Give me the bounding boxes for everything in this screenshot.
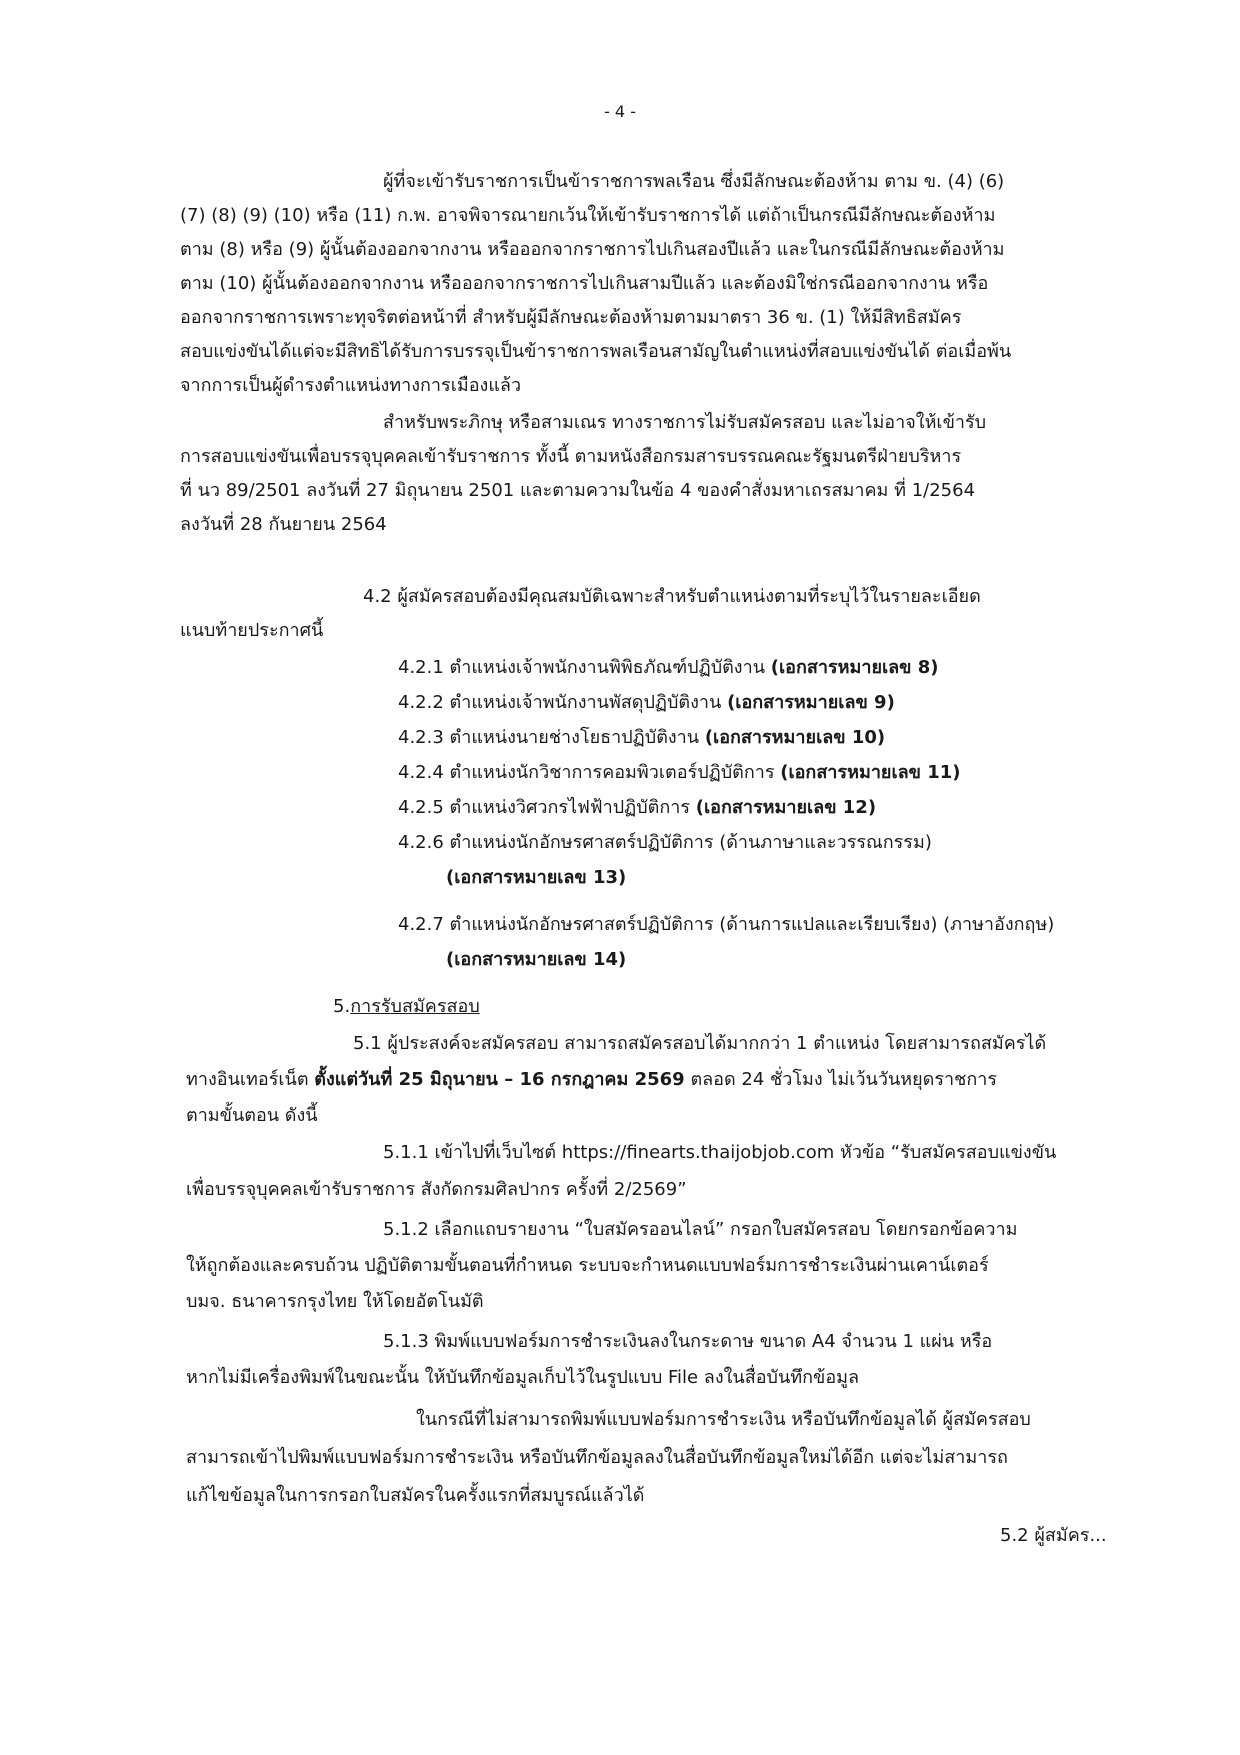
para1-line-5: ออกจากราชการเพราะทุจริตต่อหน้าที่ สำหรับผู้มีลักษณะต้องห้ามตามมาตรา 36 ข. (1) ให้มีสิทธิสมัคร <box>180 307 962 328</box>
case-line-3: แก้ไขข้อมูลในการกรอกใบสมัครในครั้งแรกที่สมบูรณ์แล้วได้ <box>186 1485 645 1506</box>
para2-line-1: สำหรับพระภิกษุ หรือสามเณร ทางราชการไม่รับสมัครสอบ และไม่อาจให้เข้ารับ <box>383 412 987 433</box>
position-item <box>398 726 885 750</box>
sec51-line-2 <box>186 1068 997 1092</box>
para1-line-2: (7) (8) (9) (10) หรือ (11) ก.พ. อาจพิจารณายกเว้นให้เข้ารับราชการได้ แต่ถ้าเป็นกรณีมีลักษณะต้องห้าม <box>180 205 996 226</box>
sec512-line-1: 5.1.2 เลือกแถบรายงาน “ใบสมัครออนไลน์” กรอกใบสมัครสอบ โดยกรอกข้อความ <box>383 1219 1018 1240</box>
position-title: 4.2.7 ตำแหน่งนักอักษรศาสตร์ปฏิบัติการ (ด้านการแปลและเรียบเรียง) (ภาษาอังกฤษ) <box>398 914 1055 935</box>
case-line-1: ในกรณีที่ไม่สามารถพิมพ์แบบฟอร์มการชำระเงิน หรือบันทึกข้อมูลได้ ผู้สมัครสอบ <box>416 1409 1031 1430</box>
para2-line-4: ลงวันที่ 28 กันยายน 2564 <box>180 514 387 535</box>
sec51-line-2a: ทางอินเทอร์เน็ต <box>186 1069 309 1090</box>
position-title: 4.2.2 ตำแหน่งเจ้าพนักงานพัสดุปฏิบัติงาน <box>398 692 722 713</box>
position-doc-ref: (เอกสารหมายเลข 9) <box>727 692 895 713</box>
position-doc-ref: (เอกสารหมายเลข 11) <box>780 762 961 783</box>
position-title: 4.2.1 ตำแหน่งเจ้าพนักงานพิพิธภัณฑ์ปฏิบัติงาน <box>398 657 766 678</box>
section-title: การรับสมัครสอบ <box>350 996 480 1017</box>
position-item <box>398 796 876 820</box>
page-number: - 4 - <box>603 102 637 121</box>
position-doc-ref: (เอกสารหมายเลข 8) <box>770 657 939 678</box>
sec42-line-2: แนบท้ายประกาศนี้ <box>180 620 324 641</box>
sec513-line-1: 5.1.3 พิมพ์แบบฟอร์มการชำระเงินลงในกระดาษ ขนาด A4 จำนวน 1 แผ่น หรือ <box>383 1331 993 1352</box>
continuation-marker: 5.2 ผู้สมัคร... <box>1000 1525 1107 1546</box>
sec51-line-1: 5.1 ผู้ประสงค์จะสมัครสอบ สามารถสมัครสอบได้มากกว่า 1 ตำแหน่ง โดยสามารถสมัครได้ <box>353 1033 1047 1054</box>
sec42-line-1: 4.2 ผู้สมัครสอบต้องมีคุณสมบัติเฉพาะสำหรับตำแหน่งตามที่ระบุไว้ในรายละเอียด <box>363 586 981 607</box>
para2-line-2: การสอบแข่งขันเพื่อบรรจุบุคคลเข้ารับราชการ ทั้งนี้ ตามหนังสือกรมสารบรรณคณะรัฐมนตรีฝ่ายบริหาร <box>180 446 962 467</box>
position-doc-ref: (เอกสารหมายเลข 10) <box>704 727 886 748</box>
para1-line-6: สอบแข่งขันได้แต่จะมีสิทธิได้รับการบรรจุเป็นข้าราชการพลเรือนสามัญในตำแหน่งที่สอบแข่งขันได้ ต่อเมื่อพ้น <box>180 341 1012 362</box>
position-item <box>398 691 895 715</box>
position-doc-ref: (เอกสารหมายเลข 12) <box>695 797 877 818</box>
application-period: ตั้งแต่วันที่ 25 มิถุนายน – 16 กรกฎาคม 2569 <box>314 1069 685 1090</box>
position-item <box>398 761 961 785</box>
position-title: 4.2.4 ตำแหน่งนักวิชาการคอมพิวเตอร์ปฏิบัติการ <box>398 762 775 783</box>
para2-line-3: ที่ นว 89/2501 ลงวันที่ 27 มิถุนายน 2501 และตามความในข้อ 4 ของคำสั่งมหาเถรสมาคม ที่ 1/2564 <box>180 480 976 501</box>
position-item <box>398 913 1054 937</box>
section-heading <box>333 995 480 1019</box>
sec51-line-3: ตามขั้นตอน ดังนี้ <box>186 1105 318 1126</box>
sec511-line-2: เพื่อบรรจุบุคคลเข้ารับราชการ สังกัดกรมศิลปากร ครั้งที่ 2/2569” <box>186 1179 687 1200</box>
case-line-2: สามารถเข้าไปพิมพ์แบบฟอร์มการชำระเงิน หรือบันทึกข้อมูลลงในสื่อบันทึกข้อมูลใหม่ได้อีก แต่จะไม่สามารถ <box>186 1447 1008 1468</box>
sec512-line-3: บมจ. ธนาคารกรุงไทย ให้โดยอัตโนมัติ <box>186 1291 484 1312</box>
para1-line-1: ผู้ที่จะเข้ารับราชการเป็นข้าราชการพลเรือน ซึ่งมีลักษณะต้องห้าม ตาม ข. (4) (6) <box>383 171 1005 192</box>
sec513-line-2: หากไม่มีเครื่องพิมพ์ในขณะนั้น ให้บันทึกข้อมูลเก็บไว้ในรูปแบบ File ลงในสื่อบันทึกข้อมูล <box>186 1367 860 1388</box>
position-item <box>398 831 932 855</box>
para1-line-3: ตาม (8) หรือ (9) ผู้นั้นต้องออกจากงาน หรือออกจากราชการไปเกินสองปีแล้ว และในกรณีมีลักษณะต้องห้าม <box>180 239 1005 260</box>
para1-line-7: จากการเป็นผู้ดำรงตำแหน่งทางการเมืองแล้ว <box>180 375 522 396</box>
sec511-line-1: 5.1.1 เข้าไปที่เว็บไซต์ https://finearts.thaijobjob.com หัวข้อ “รับสมัครสอบแข่งขัน <box>383 1142 1057 1163</box>
sec51-line-2c: ตลอด 24 ชั่วโมง ไม่เว้นวันหยุดราชการ <box>690 1069 998 1090</box>
position-title: 4.2.6 ตำแหน่งนักอักษรศาสตร์ปฏิบัติการ (ด้านภาษาและวรรณกรรม) <box>398 832 932 853</box>
position-item <box>398 656 939 680</box>
sec512-line-2: ให้ถูกต้องและครบถ้วน ปฏิบัติตามขั้นตอนที่กำหนด ระบบจะกำหนดแบบฟอร์มการชำระเงินผ่านเคาน์เตอร์ <box>186 1255 989 1276</box>
section-number: 5. <box>333 996 351 1017</box>
position-title: 4.2.5 ตำแหน่งวิศวกรไฟฟ้าปฏิบัติการ <box>398 797 691 818</box>
para1-line-4: ตาม (10) ผู้นั้นต้องออกจากงาน หรือออกจากราชการไปเกินสามปีแล้ว และต้องมิใช่กรณีออกจากงาน หรือ <box>180 273 989 294</box>
position-title: 4.2.3 ตำแหน่งนายช่างโยธาปฏิบัติงาน <box>398 727 700 748</box>
position-doc-ref: (เอกสารหมายเลข 13) <box>446 867 627 888</box>
position-doc-ref: (เอกสารหมายเลข 14) <box>446 949 627 970</box>
